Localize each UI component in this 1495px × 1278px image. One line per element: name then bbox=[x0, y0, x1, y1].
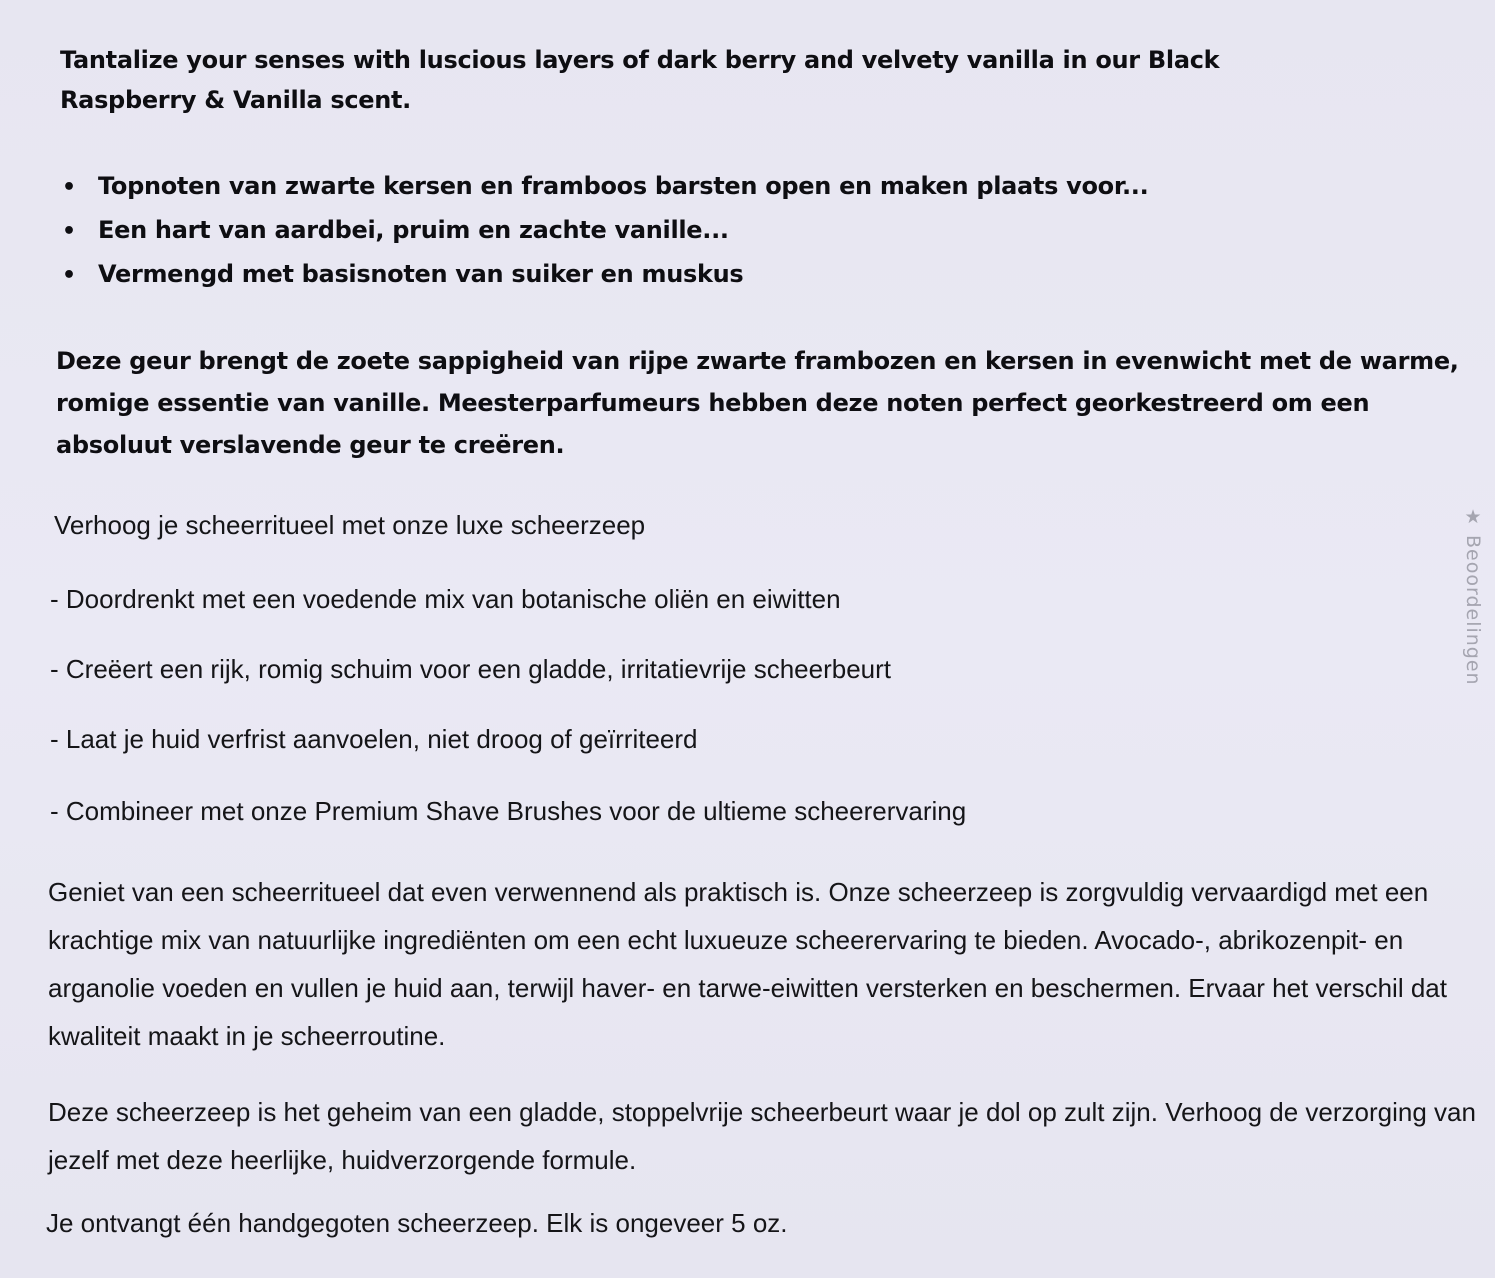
paragraph-ingredients: Geniet van een scheerritueel dat even verwennend als praktisch is. Onze scheerzeep is zorgvuldig vervaardigd met een krachtige mix van natuurlijke ingrediënten om een echt luxueuze scheerervaring te bieden. Avocado-, abrikozenpit- en arganolie voeden en vullen je huid aan, terwijl haver- en tarwe-eiwitten versterken en beschermen. Ervaar het verschil dat kwaliteit maakt in je scheerroutine. bbox=[48, 877, 1447, 1051]
feature-item: - Combineer met onze Premium Shave Brushes voor de ultieme scheerervaring bbox=[50, 796, 967, 826]
paragraph-benefits: Deze scheerzeep is het geheim van een gladde, stoppelvrije scheerbeurt waar je dol op zult zijn. Verhoog de verzorging van jezelf met deze heerlijke, huidverzorgende formule. bbox=[48, 1097, 1476, 1175]
feature-item: - Laat je huid verfrist aanvoelen, niet droog of geïrriteerd bbox=[50, 724, 698, 754]
note-text: Een hart van aardbei, pruim en zachte vanille... bbox=[98, 216, 729, 244]
reviews-side-tab[interactable] bbox=[1462, 506, 1484, 686]
star-icon: ★ bbox=[1462, 506, 1484, 529]
note-text: Topnoten van zwarte kersen en framboos barsten open en maken plaats voor... bbox=[98, 172, 1149, 200]
note-text: Vermengd met basisnoten van suiker en muskus bbox=[98, 260, 744, 288]
list-item bbox=[62, 164, 1148, 208]
feature-item: - Creëert een rijk, romig schuim voor een gladde, irritatievrije scheerbeurt bbox=[50, 654, 892, 684]
intro-text: Tantalize your senses with luscious layers of dark berry and velvety vanilla in our Black Raspberry & Vanilla scent. bbox=[60, 46, 1220, 114]
reviews-tab-label: Beoordelingen bbox=[1462, 535, 1484, 686]
list-item bbox=[62, 252, 1148, 296]
closing-text: Je ontvangt één handgegoten scheerzeep. Elk is ongeveer 5 oz. bbox=[46, 1208, 788, 1238]
soap-heading: Verhoog je scheerritueel met onze luxe scheerzeep bbox=[54, 510, 646, 540]
list-item bbox=[62, 208, 1148, 252]
scent-notes-list bbox=[62, 164, 1148, 296]
bullet-icon: • bbox=[62, 263, 76, 288]
feature-item: - Doordrenkt met een voedende mix van botanische oliën en eiwitten bbox=[50, 584, 841, 614]
scent-description: Deze geur brengt de zoete sappigheid van rijpe zwarte frambozen en kersen in evenwicht met de warme, romige essentie van vanille. Meesterparfumeurs hebben deze noten perfect georkestreerd om een absoluut verslavende geur te creëren. bbox=[56, 347, 1459, 459]
bullet-icon: • bbox=[62, 175, 76, 200]
bullet-icon: • bbox=[62, 219, 76, 244]
